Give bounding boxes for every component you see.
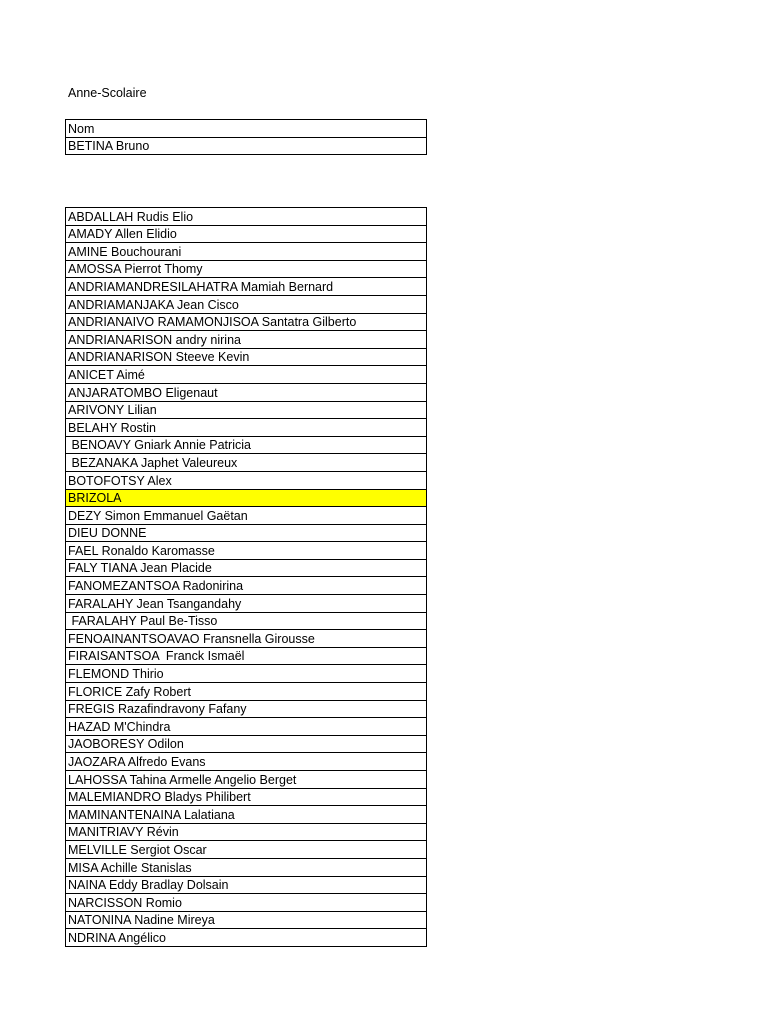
table-row [66, 577, 427, 595]
student-name-cell[interactable]: ABDALLAH Rudis Elio [66, 208, 427, 226]
table-row [66, 665, 427, 683]
student-name-cell[interactable]: AMINE Bouchourani [66, 243, 427, 261]
table-row [66, 788, 427, 806]
table-row [66, 683, 427, 701]
table-row [66, 595, 427, 613]
table-row [66, 858, 427, 876]
student-name-cell[interactable]: ANJARATOMBO Eligenaut [66, 383, 427, 401]
student-name-cell[interactable]: ANDRIAMANJAKA Jean Cisco [66, 295, 427, 313]
student-name-cell[interactable]: MISA Achille Stanislas [66, 858, 427, 876]
student-name-cell[interactable]: JAOZARA Alfredo Evans [66, 753, 427, 771]
table-row [66, 295, 427, 313]
table-row [66, 630, 427, 648]
student-name-cell[interactable]: FANOMEZANTSOA Radonirina [66, 577, 427, 595]
student-name-cell[interactable]: ARIVONY Lilian [66, 401, 427, 419]
table-row [66, 876, 427, 894]
table-row [66, 700, 427, 718]
student-name-cell[interactable]: DEZY Simon Emmanuel Gaëtan [66, 507, 427, 525]
student-names-table [65, 207, 427, 947]
table-row [66, 419, 427, 437]
student-name-cell[interactable]: HAZAD M'Chindra [66, 718, 427, 736]
student-name-cell[interactable]: NAINA Eddy Bradlay Dolsain [66, 876, 427, 894]
table-row [66, 841, 427, 859]
student-name-cell[interactable]: AMOSSA Pierrot Thomy [66, 260, 427, 278]
table-row [66, 735, 427, 753]
header-row [66, 120, 427, 138]
table-row [66, 559, 427, 577]
student-name-cell[interactable]: MANITRIAVY Révin [66, 823, 427, 841]
table-row [66, 471, 427, 489]
student-name-cell[interactable]: FALY TIANA Jean Placide [66, 559, 427, 577]
student-name-cell[interactable]: ANDRIANARISON Steeve Kevin [66, 348, 427, 366]
student-name-cell[interactable]: BRIZOLA [66, 489, 427, 507]
student-name-cell[interactable]: DIEU DONNE [66, 524, 427, 542]
table-row [66, 542, 427, 560]
student-name-cell[interactable]: ANDRIANARISON andry nirina [66, 331, 427, 349]
table-row [66, 383, 427, 401]
table-row [66, 718, 427, 736]
student-name-cell[interactable]: AMADY Allen Elidio [66, 225, 427, 243]
table-row [66, 401, 427, 419]
table-row [66, 524, 427, 542]
student-name-cell[interactable]: NARCISSON Romio [66, 894, 427, 912]
header-value-cell[interactable]: BETINA Bruno [66, 137, 427, 155]
column-label-cell[interactable]: Nom [66, 120, 427, 138]
table-row [66, 260, 427, 278]
table-row [66, 278, 427, 296]
student-name-cell[interactable]: NATONINA Nadine Mireya [66, 911, 427, 929]
table-row [66, 753, 427, 771]
student-name-cell[interactable]: FIRAISANTSOA Franck Ismaël [66, 647, 427, 665]
table-row [66, 208, 427, 226]
student-name-cell[interactable]: BELAHY Rostin [66, 419, 427, 437]
student-name-cell[interactable]: NDRINA Angélico [66, 929, 427, 947]
student-name-cell[interactable]: FAEL Ronaldo Karomasse [66, 542, 427, 560]
student-name-cell[interactable]: MAMINANTENAINA Lalatiana [66, 806, 427, 824]
table-row [66, 225, 427, 243]
table-row [66, 313, 427, 331]
student-name-cell[interactable]: FLORICE Zafy Robert [66, 683, 427, 701]
table-row [66, 647, 427, 665]
student-name-cell[interactable]: LAHOSSA Tahina Armelle Angelio Berget [66, 771, 427, 789]
student-name-cell[interactable]: ANDRIANAIVO RAMAMONJISOA Santatra Gilberto [66, 313, 427, 331]
table-row [66, 612, 427, 630]
header-table [65, 119, 427, 155]
table-row [66, 929, 427, 947]
table-row [66, 771, 427, 789]
table-row [66, 331, 427, 349]
table-row [66, 806, 427, 824]
student-name-cell[interactable]: BOTOFOTSY Alex [66, 471, 427, 489]
student-name-cell[interactable]: BENOAVY Gniark Annie Patricia [66, 436, 427, 454]
student-name-cell[interactable]: FARALAHY Paul Be-Tisso [66, 612, 427, 630]
student-name-cell[interactable]: FREGIS Razafindravony Fafany [66, 700, 427, 718]
student-name-cell[interactable]: ANICET Aimé [66, 366, 427, 384]
student-name-cell[interactable]: ANDRIAMANDRESILAHATRA Mamiah Bernard [66, 278, 427, 296]
student-names-body [66, 208, 427, 947]
page-title: Anne-Scolaire [68, 86, 147, 100]
table-row [66, 507, 427, 525]
table-row [66, 348, 427, 366]
student-name-cell[interactable]: MALEMIANDRO Bladys Philibert [66, 788, 427, 806]
table-row [66, 436, 427, 454]
student-name-cell[interactable]: FARALAHY Jean Tsangandahy [66, 595, 427, 613]
student-name-cell[interactable]: BEZANAKA Japhet Valeureux [66, 454, 427, 472]
header-value-row [66, 137, 427, 155]
student-name-cell[interactable]: FENOAINANTSOAVAO Fransnella Girousse [66, 630, 427, 648]
table-row [66, 489, 427, 507]
table-row [66, 894, 427, 912]
student-name-cell[interactable]: JAOBORESY Odilon [66, 735, 427, 753]
table-row [66, 454, 427, 472]
student-name-cell[interactable]: MELVILLE Sergiot Oscar [66, 841, 427, 859]
student-name-cell[interactable]: FLEMOND Thirio [66, 665, 427, 683]
table-row [66, 243, 427, 261]
table-row [66, 366, 427, 384]
table-row [66, 911, 427, 929]
table-row [66, 823, 427, 841]
